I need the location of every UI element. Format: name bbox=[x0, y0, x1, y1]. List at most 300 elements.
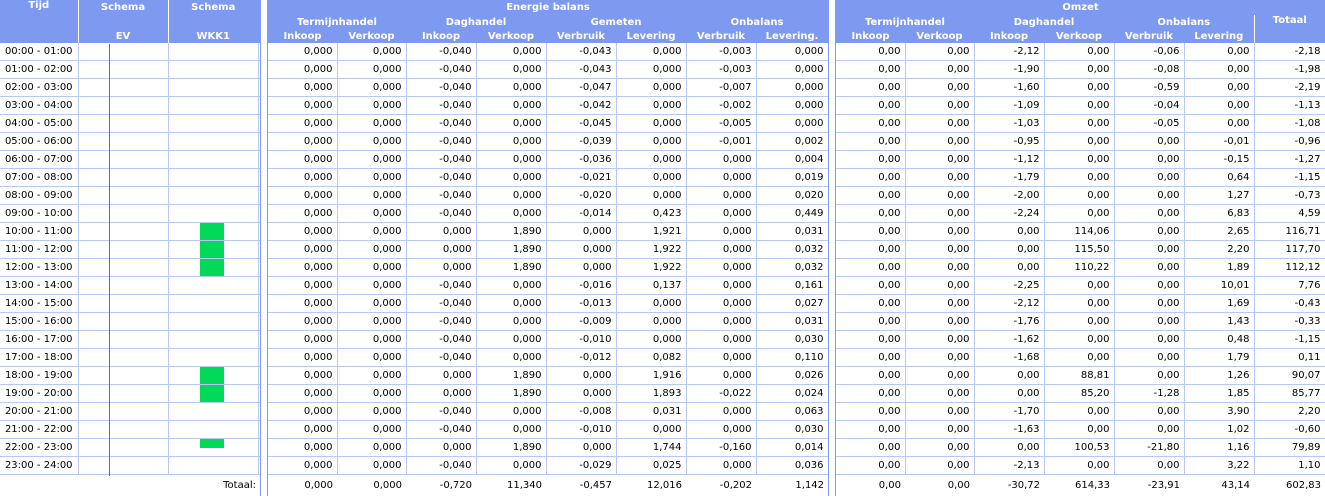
energy-cell: 0,000 bbox=[337, 439, 406, 457]
om-th-verkoop[interactable]: Verkoop bbox=[905, 29, 974, 43]
energy-cell: 0,000 bbox=[616, 61, 686, 79]
energy-cell: -0,047 bbox=[546, 79, 616, 97]
energy-cell: 0,000 bbox=[546, 367, 616, 385]
omzet-cell: 0,00 bbox=[905, 115, 974, 133]
omzet-cell: 0,00 bbox=[1044, 61, 1114, 79]
row-time: 20:00 - 21:00 bbox=[0, 403, 78, 421]
schema-wkk-cell[interactable] bbox=[168, 151, 258, 169]
energy-cell: 1,890 bbox=[476, 223, 546, 241]
energy-cell: 0,000 bbox=[686, 205, 756, 223]
om-totaal[interactable]: Totaal bbox=[1254, 15, 1325, 43]
energy-cell: 1,916 bbox=[616, 367, 686, 385]
energy-cell: 0,000 bbox=[476, 133, 546, 151]
schema-wkk-cell[interactable] bbox=[168, 133, 258, 151]
eb-onbalans: Onbalans bbox=[686, 15, 828, 29]
schema-wkk-cell[interactable] bbox=[168, 295, 258, 313]
energy-cell: 0,000 bbox=[337, 79, 406, 97]
energy-cell: 0,000 bbox=[616, 43, 686, 61]
energy-cell: 0,000 bbox=[268, 241, 337, 259]
schema-ev-cell[interactable] bbox=[78, 331, 168, 349]
omzet-cell: 0,00 bbox=[1114, 421, 1184, 439]
row-time: 04:00 - 05:00 bbox=[0, 115, 78, 133]
row-time: 05:00 - 06:00 bbox=[0, 133, 78, 151]
omzet-cell: 0,00 bbox=[974, 241, 1044, 259]
schema-ev-cell[interactable] bbox=[78, 457, 168, 475]
omzet-cell: 0,00 bbox=[905, 421, 974, 439]
omzet-cell: -1,12 bbox=[974, 151, 1044, 169]
omzet-cell: -2,13 bbox=[974, 457, 1044, 475]
schedule-row bbox=[0, 79, 260, 97]
energy-cell: 0,000 bbox=[337, 385, 406, 403]
energy-cell: 0,000 bbox=[686, 241, 756, 259]
schema-wkk-cell[interactable] bbox=[168, 79, 258, 97]
energy-cell: 0,000 bbox=[476, 295, 546, 313]
energy-cell: 0,002 bbox=[756, 133, 828, 151]
energy-row bbox=[268, 277, 828, 295]
energy-cell: -0,040 bbox=[406, 349, 476, 367]
col-schema-wkk[interactable]: Schema bbox=[168, 0, 258, 15]
omzet-cell: 0,00 bbox=[1044, 151, 1114, 169]
energy-cell: 0,000 bbox=[337, 61, 406, 79]
schedule-row bbox=[0, 259, 260, 277]
energy-cell: 0,000 bbox=[616, 187, 686, 205]
energy-cell: -0,020 bbox=[546, 187, 616, 205]
omzet-total-cell: -1,08 bbox=[1254, 115, 1325, 133]
energy-cell: -0,040 bbox=[406, 205, 476, 223]
energy-row bbox=[268, 421, 828, 439]
eb-dh-verkoop[interactable]: Verkoop bbox=[476, 29, 546, 43]
schedule-row bbox=[0, 295, 260, 313]
eb-gm-verbruik[interactable]: Verbruik bbox=[546, 29, 616, 43]
energy-cell: 0,000 bbox=[546, 259, 616, 277]
schedule-row bbox=[0, 331, 260, 349]
omzet-row bbox=[836, 61, 1325, 79]
row-time: 11:00 - 12:00 bbox=[0, 241, 78, 259]
schema-ev-cell[interactable] bbox=[78, 295, 168, 313]
energy-row bbox=[268, 439, 828, 457]
schedule-row bbox=[0, 241, 260, 259]
omzet-cell: 0,00 bbox=[905, 313, 974, 331]
schema-wkk-cell[interactable] bbox=[168, 43, 258, 61]
omzet-cell: 100,53 bbox=[1044, 439, 1114, 457]
om-dh-verkoop[interactable]: Verkoop bbox=[1044, 29, 1114, 43]
energy-row bbox=[268, 169, 828, 187]
energy-cell: 0,000 bbox=[686, 331, 756, 349]
energy-total-cell: 12,016 bbox=[616, 475, 686, 496]
energy-row bbox=[268, 385, 828, 403]
energy-cell: 0,423 bbox=[616, 205, 686, 223]
energy-cell: 0,014 bbox=[756, 439, 828, 457]
eb-ob-levering[interactable]: Levering. bbox=[756, 29, 828, 43]
omzet-cell: 0,00 bbox=[836, 313, 905, 331]
energy-cell: -0,040 bbox=[406, 115, 476, 133]
omzet-cell: 1,43 bbox=[1184, 313, 1254, 331]
omzet-cell: 0,00 bbox=[1114, 259, 1184, 277]
omzet-cell: 0,00 bbox=[1044, 295, 1114, 313]
omzet-cell: 0,00 bbox=[836, 349, 905, 367]
totaal-label: Totaal: bbox=[0, 475, 260, 496]
omzet-cell: 0,00 bbox=[836, 403, 905, 421]
energy-cell: 0,025 bbox=[616, 457, 686, 475]
schema-wkk-cell[interactable] bbox=[168, 349, 258, 367]
energy-cell: 0,000 bbox=[616, 97, 686, 115]
energy-cell: 0,000 bbox=[476, 403, 546, 421]
omzet-cell: -0,08 bbox=[1114, 61, 1184, 79]
energy-cell: -0,040 bbox=[406, 97, 476, 115]
wkk-schedule-block bbox=[200, 385, 224, 403]
omzet-row bbox=[836, 97, 1325, 115]
energy-cell: 0,000 bbox=[476, 97, 546, 115]
omzet-row bbox=[836, 133, 1325, 151]
omzet-cell: 1,85 bbox=[1184, 385, 1254, 403]
energy-cell: 0,000 bbox=[337, 97, 406, 115]
energy-cell: -0,014 bbox=[546, 205, 616, 223]
omzet-cell: 0,00 bbox=[836, 115, 905, 133]
om-dh-inkoop[interactable]: Inkoop bbox=[974, 29, 1044, 43]
energy-total-cell: 11,340 bbox=[476, 475, 546, 496]
schema-wkk-cell[interactable] bbox=[168, 241, 258, 259]
energy-cell: -0,013 bbox=[546, 295, 616, 313]
omzet-total-cell: 4,59 bbox=[1254, 205, 1325, 223]
omzet-cell: 0,00 bbox=[836, 367, 905, 385]
schema-ev-cell[interactable] bbox=[78, 259, 168, 277]
schema-wkk-cell[interactable] bbox=[168, 385, 258, 403]
schema-wkk-cell[interactable] bbox=[168, 223, 258, 241]
energy-cell: 0,000 bbox=[337, 295, 406, 313]
row-time: 10:00 - 11:00 bbox=[0, 223, 78, 241]
omzet-cell: 0,00 bbox=[974, 259, 1044, 277]
omzet-cell: 0,00 bbox=[905, 43, 974, 61]
omzet-cell: -1,68 bbox=[974, 349, 1044, 367]
energy-cell: 0,000 bbox=[756, 79, 828, 97]
energy-row bbox=[268, 97, 828, 115]
energy-cell: 0,020 bbox=[756, 187, 828, 205]
energy-cell: 0,000 bbox=[268, 133, 337, 151]
omzet-sum-cell: 614,33 bbox=[1044, 475, 1114, 496]
omzet-cell: -1,90 bbox=[974, 61, 1044, 79]
wkk-schedule-block bbox=[200, 439, 224, 448]
omzet-cell: 0,00 bbox=[1044, 331, 1114, 349]
energy-cell: 0,000 bbox=[686, 151, 756, 169]
energy-cell: 0,000 bbox=[686, 187, 756, 205]
schedule-row bbox=[0, 385, 260, 403]
omzet-cell: 6,83 bbox=[1184, 205, 1254, 223]
energy-cell: 0,000 bbox=[546, 439, 616, 457]
omzet-cell: 88,81 bbox=[1044, 367, 1114, 385]
energy-cell: 0,024 bbox=[756, 385, 828, 403]
omzet-cell: -0,05 bbox=[1114, 115, 1184, 133]
energy-cell: -0,039 bbox=[546, 133, 616, 151]
energy-row bbox=[268, 43, 828, 61]
omzet-cell: 0,00 bbox=[1044, 421, 1114, 439]
energy-cell: 0,000 bbox=[756, 115, 828, 133]
omzet-total-cell: 79,89 bbox=[1254, 439, 1325, 457]
schema-ev-cell[interactable] bbox=[78, 205, 168, 223]
energy-cell: -0,029 bbox=[546, 457, 616, 475]
omzet-cell: 0,00 bbox=[1184, 115, 1254, 133]
schema-ev-cell[interactable] bbox=[78, 421, 168, 439]
omzet-cell: 0,00 bbox=[905, 133, 974, 151]
energy-cell: 1,890 bbox=[476, 367, 546, 385]
row-time: 00:00 - 01:00 bbox=[0, 43, 78, 61]
schema-ev-cell[interactable] bbox=[78, 403, 168, 421]
schema-ev-cell[interactable] bbox=[78, 115, 168, 133]
omzet-cell: 0,00 bbox=[905, 457, 974, 475]
energy-cell: 0,000 bbox=[756, 61, 828, 79]
eb-dh-inkoop[interactable]: Inkoop bbox=[406, 29, 476, 43]
energy-cell: -0,040 bbox=[406, 313, 476, 331]
schema-ev-cell[interactable] bbox=[78, 349, 168, 367]
wkk-schedule-block bbox=[200, 241, 224, 259]
schema-ev-cell[interactable] bbox=[78, 97, 168, 115]
omzet-cell: 0,00 bbox=[1184, 61, 1254, 79]
energy-row bbox=[268, 457, 828, 475]
energy-cell: 0,000 bbox=[476, 151, 546, 169]
row-time: 12:00 - 13:00 bbox=[0, 259, 78, 277]
omzet-cell: 0,00 bbox=[1044, 403, 1114, 421]
energy-cell: 0,000 bbox=[406, 241, 476, 259]
energy-cell: 1,890 bbox=[476, 241, 546, 259]
schema-wkk-cell[interactable] bbox=[168, 259, 258, 277]
schedule-row bbox=[0, 457, 260, 475]
omzet-cell: 1,79 bbox=[1184, 349, 1254, 367]
schema-ev-cell[interactable] bbox=[78, 313, 168, 331]
energy-row bbox=[268, 115, 828, 133]
omzet-cell: 0,00 bbox=[905, 187, 974, 205]
omzet-total-cell: -0,33 bbox=[1254, 313, 1325, 331]
omzet-cell: 0,00 bbox=[905, 169, 974, 187]
energy-cell: 0,000 bbox=[268, 223, 337, 241]
energy-cell: 0,000 bbox=[476, 169, 546, 187]
energy-row bbox=[268, 331, 828, 349]
omzet-cell: 0,00 bbox=[905, 349, 974, 367]
energy-cell: 0,000 bbox=[268, 169, 337, 187]
energy-total-cell: -0,457 bbox=[546, 475, 616, 496]
energy-cell: 0,000 bbox=[337, 241, 406, 259]
energy-cell: -0,040 bbox=[406, 421, 476, 439]
wkk-schedule-block bbox=[200, 223, 224, 241]
energy-cell: 0,000 bbox=[337, 223, 406, 241]
omzet-cell: 0,00 bbox=[836, 97, 905, 115]
energy-cell: 0,449 bbox=[756, 205, 828, 223]
schema-wkk-cell[interactable] bbox=[168, 439, 258, 457]
omzet-cell: 0,00 bbox=[836, 133, 905, 151]
omzet-cell: 0,00 bbox=[1114, 223, 1184, 241]
schema-ev-cell[interactable] bbox=[78, 241, 168, 259]
energy-cell: 0,000 bbox=[268, 313, 337, 331]
omzet-row bbox=[836, 205, 1325, 223]
schema-wkk-cell[interactable] bbox=[168, 313, 258, 331]
row-time: 13:00 - 14:00 bbox=[0, 277, 78, 295]
schema-wkk-cell[interactable] bbox=[168, 115, 258, 133]
energie-balans-title: Energie balans bbox=[268, 0, 828, 15]
schema-ev-cell[interactable] bbox=[78, 133, 168, 151]
energy-cell: -0,016 bbox=[546, 277, 616, 295]
omzet-row bbox=[836, 331, 1325, 349]
row-time: 03:00 - 04:00 bbox=[0, 97, 78, 115]
schema-ev-cell[interactable] bbox=[78, 385, 168, 403]
energy-row bbox=[268, 241, 828, 259]
eb-ob-verbruik[interactable]: Verbruik bbox=[686, 29, 756, 43]
energy-row bbox=[268, 133, 828, 151]
omzet-cell: 0,00 bbox=[1114, 133, 1184, 151]
omzet-cell: 0,00 bbox=[905, 79, 974, 97]
omzet-cell: -0,95 bbox=[974, 133, 1044, 151]
omzet-cell: 0,00 bbox=[1044, 187, 1114, 205]
schema-ev-label: EV bbox=[78, 29, 168, 43]
omzet-cell: -0,04 bbox=[1114, 97, 1184, 115]
omzet-total-cell: 7,76 bbox=[1254, 277, 1325, 295]
om-ob-verbruik[interactable]: Verbruik bbox=[1114, 29, 1184, 43]
energy-cell: 0,000 bbox=[686, 223, 756, 241]
energy-cell: 0,000 bbox=[337, 421, 406, 439]
energy-cell: 0,000 bbox=[616, 151, 686, 169]
eb-gm-levering[interactable]: Levering bbox=[616, 29, 686, 43]
omzet-cell: 0,00 bbox=[905, 385, 974, 403]
energy-cell: 0,000 bbox=[476, 331, 546, 349]
schema-ev-cell[interactable] bbox=[78, 277, 168, 295]
wkk-schedule-block bbox=[200, 367, 224, 385]
omzet-cell: -1,76 bbox=[974, 313, 1044, 331]
energy-cell: 0,000 bbox=[337, 367, 406, 385]
omzet-row bbox=[836, 421, 1325, 439]
eb-termijnhandel: Termijnhandel bbox=[268, 15, 406, 29]
schema-wkk-cell[interactable] bbox=[168, 421, 258, 439]
omzet-cell: 0,00 bbox=[1044, 205, 1114, 223]
eb-th-inkoop[interactable]: Inkoop bbox=[268, 29, 337, 43]
energy-cell: 0,000 bbox=[686, 295, 756, 313]
omzet-cell: 0,00 bbox=[1184, 43, 1254, 61]
omzet-cell: 0,00 bbox=[836, 223, 905, 241]
schema-wkk-cell[interactable] bbox=[168, 187, 258, 205]
energy-cell: 0,000 bbox=[406, 223, 476, 241]
col-tijd[interactable]: Tijd bbox=[0, 0, 78, 15]
omzet-cell: 0,00 bbox=[1044, 313, 1114, 331]
schema-wkk-cell[interactable] bbox=[168, 97, 258, 115]
energy-cell: 0,019 bbox=[756, 169, 828, 187]
schema-ev-cell[interactable] bbox=[78, 223, 168, 241]
omzet-cell: 0,00 bbox=[905, 367, 974, 385]
schema-ev-cell[interactable] bbox=[78, 169, 168, 187]
schema-wkk-cell[interactable] bbox=[168, 367, 258, 385]
energy-cell: -0,040 bbox=[406, 151, 476, 169]
omzet-panel bbox=[836, 0, 1325, 495]
energy-row bbox=[268, 403, 828, 421]
schema-ev-cell[interactable] bbox=[78, 43, 168, 61]
energy-cell: -0,040 bbox=[406, 457, 476, 475]
omzet-cell: 0,00 bbox=[1044, 457, 1114, 475]
row-time: 16:00 - 17:00 bbox=[0, 331, 78, 349]
schema-wkk-cell[interactable] bbox=[168, 277, 258, 295]
omzet-cell: 0,00 bbox=[1044, 349, 1114, 367]
energy-cell: 0,000 bbox=[268, 61, 337, 79]
omzet-cell: 85,20 bbox=[1044, 385, 1114, 403]
energy-cell: 0,000 bbox=[616, 295, 686, 313]
schema-ev-cell[interactable] bbox=[78, 187, 168, 205]
energy-cell: -0,045 bbox=[546, 115, 616, 133]
schedule-row bbox=[0, 115, 260, 133]
panel-separator bbox=[260, 0, 268, 496]
omzet-cell: 0,00 bbox=[1114, 367, 1184, 385]
omzet-cell: -1,03 bbox=[974, 115, 1044, 133]
energy-cell: 0,031 bbox=[756, 313, 828, 331]
omzet-cell: 0,00 bbox=[974, 385, 1044, 403]
energy-cell: 0,000 bbox=[268, 331, 337, 349]
energy-total-cell: 0,000 bbox=[337, 475, 406, 496]
energy-cell: 0,000 bbox=[268, 115, 337, 133]
col-schema-ev[interactable]: Schema bbox=[78, 0, 168, 15]
energie-balans-panel bbox=[268, 0, 828, 495]
panel-separator-2 bbox=[828, 0, 836, 496]
row-time: 07:00 - 08:00 bbox=[0, 169, 78, 187]
energy-cell: -0,012 bbox=[546, 349, 616, 367]
omzet-row bbox=[836, 151, 1325, 169]
energy-cell: 0,000 bbox=[337, 259, 406, 277]
energy-row bbox=[268, 223, 828, 241]
schema-wkk-cell[interactable] bbox=[168, 331, 258, 349]
om-th-inkoop[interactable]: Inkoop bbox=[836, 29, 905, 43]
energy-cell: 1,922 bbox=[616, 241, 686, 259]
schema-ev-cell[interactable] bbox=[78, 151, 168, 169]
energy-cell: -0,040 bbox=[406, 331, 476, 349]
omzet-cell: 0,00 bbox=[905, 403, 974, 421]
energy-cell: -0,040 bbox=[406, 403, 476, 421]
energy-cell: 0,000 bbox=[268, 277, 337, 295]
energy-cell: 0,032 bbox=[756, 241, 828, 259]
schema-wkk-cell[interactable] bbox=[168, 457, 258, 475]
schedule-panel bbox=[0, 0, 260, 495]
eb-th-verkoop[interactable]: Verkoop bbox=[337, 29, 406, 43]
schema-ev-cell[interactable] bbox=[78, 79, 168, 97]
omzet-cell: 1,27 bbox=[1184, 187, 1254, 205]
omzet-cell: 0,00 bbox=[1114, 151, 1184, 169]
energy-cell: 0,000 bbox=[476, 313, 546, 331]
om-ob-levering[interactable]: Levering bbox=[1184, 29, 1254, 43]
energy-cell: 0,063 bbox=[756, 403, 828, 421]
energy-total-cell: 1,142 bbox=[756, 475, 828, 496]
energy-cell: 0,000 bbox=[337, 115, 406, 133]
schema-wkk-cell[interactable] bbox=[168, 205, 258, 223]
omzet-cell: -2,12 bbox=[974, 295, 1044, 313]
energy-cell: 0,000 bbox=[686, 277, 756, 295]
omzet-cell: 1,16 bbox=[1184, 439, 1254, 457]
energy-cell: 0,000 bbox=[337, 331, 406, 349]
energy-cell: -0,010 bbox=[546, 331, 616, 349]
omzet-cell: 0,00 bbox=[836, 277, 905, 295]
energy-cell: -0,042 bbox=[546, 97, 616, 115]
energy-cell: 0,000 bbox=[337, 169, 406, 187]
schema-ev-cell[interactable] bbox=[78, 61, 168, 79]
omzet-total-cell: -1,15 bbox=[1254, 169, 1325, 187]
energy-cell: -0,036 bbox=[546, 151, 616, 169]
schema-wkk-cell[interactable] bbox=[168, 169, 258, 187]
omzet-total-cell: 1,10 bbox=[1254, 457, 1325, 475]
energy-cell: -0,002 bbox=[686, 97, 756, 115]
energy-cell: -0,005 bbox=[686, 115, 756, 133]
omzet-cell: 0,00 bbox=[836, 439, 905, 457]
energy-cell: 0,000 bbox=[616, 331, 686, 349]
energy-cell: 1,890 bbox=[476, 439, 546, 457]
schema-wkk-cell[interactable] bbox=[168, 61, 258, 79]
energy-cell: 0,000 bbox=[546, 223, 616, 241]
energy-cell: 0,082 bbox=[616, 349, 686, 367]
schema-wkk-cell[interactable] bbox=[168, 403, 258, 421]
om-termijnhandel: Termijnhandel bbox=[836, 15, 974, 29]
energy-cell: 0,000 bbox=[268, 403, 337, 421]
schema-ev-cell[interactable] bbox=[78, 367, 168, 385]
om-daghandel: Daghandel bbox=[974, 15, 1114, 29]
schema-ev-cell[interactable] bbox=[78, 439, 168, 457]
